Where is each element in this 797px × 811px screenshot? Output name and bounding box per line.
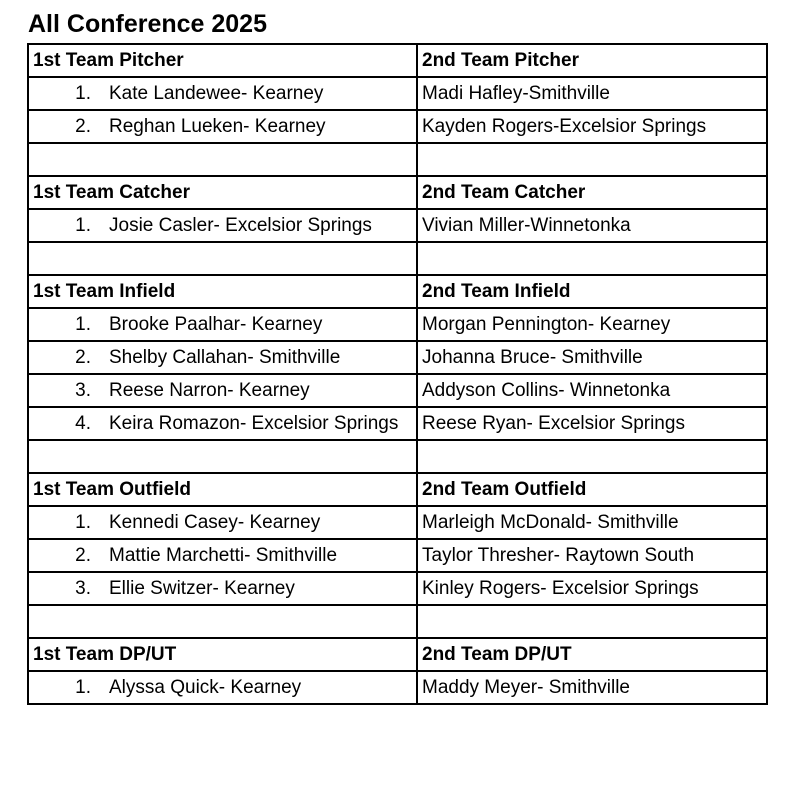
spacer-row <box>28 143 767 176</box>
table-row <box>28 572 767 605</box>
spacer-row <box>28 605 767 638</box>
table-row <box>28 341 767 374</box>
table-row <box>28 374 767 407</box>
first-team-player: Shelby Callahan- Smithville <box>109 346 341 368</box>
empty-cell <box>417 143 767 176</box>
first-team-player-cell <box>28 539 417 572</box>
second-team-player: Kayden Rogers-Excelsior Springs <box>417 110 767 143</box>
first-team-player-cell <box>28 77 417 110</box>
table-body <box>28 44 767 704</box>
first-team-player-cell <box>28 374 417 407</box>
empty-cell <box>417 440 767 473</box>
second-team-heading: 2nd Team Infield <box>417 275 767 308</box>
first-team-player-cell <box>28 209 417 242</box>
first-team-player-cell <box>28 506 417 539</box>
section-header-row <box>28 473 767 506</box>
first-team-heading: 1st Team Infield <box>28 275 417 308</box>
first-team-heading: 1st Team Outfield <box>28 473 417 506</box>
first-team-player-cell <box>28 308 417 341</box>
table-row <box>28 539 767 572</box>
spacer-row <box>28 440 767 473</box>
second-team-player: Johanna Bruce- Smithville <box>417 341 767 374</box>
list-number: 1. <box>75 214 91 236</box>
first-team-player: Ellie Switzer- Kearney <box>109 577 295 599</box>
list-number: 3. <box>75 577 91 599</box>
second-team-player: Vivian Miller-Winnetonka <box>417 209 767 242</box>
table-row <box>28 209 767 242</box>
first-team-player: Brooke Paalhar- Kearney <box>109 313 323 335</box>
first-team-player-cell <box>28 572 417 605</box>
second-team-player: Morgan Pennington- Kearney <box>417 308 767 341</box>
list-number: 1. <box>75 676 91 698</box>
page-title: All Conference 2025 <box>28 10 267 38</box>
list-number: 1. <box>75 511 91 533</box>
second-team-player: Addyson Collins- Winnetonka <box>417 374 767 407</box>
second-team-player: Marleigh McDonald- Smithville <box>417 506 767 539</box>
table-row <box>28 308 767 341</box>
section-header-row <box>28 44 767 77</box>
second-team-heading: 2nd Team DP/UT <box>417 638 767 671</box>
section-header-row <box>28 176 767 209</box>
second-team-heading: 2nd Team Outfield <box>417 473 767 506</box>
second-team-heading: 2nd Team Pitcher <box>417 44 767 77</box>
empty-cell <box>417 242 767 275</box>
first-team-heading: 1st Team Pitcher <box>28 44 417 77</box>
list-number: 2. <box>75 346 91 368</box>
table-row <box>28 77 767 110</box>
first-team-player: Reghan Lueken- Kearney <box>109 115 326 137</box>
first-team-player: Reese Narron- Kearney <box>109 379 310 401</box>
all-conference-table <box>27 43 768 705</box>
list-number: 1. <box>75 313 91 335</box>
second-team-player: Maddy Meyer- Smithville <box>417 671 767 704</box>
second-team-player: Kinley Rogers- Excelsior Springs <box>417 572 767 605</box>
first-team-heading: 1st Team Catcher <box>28 176 417 209</box>
table-row <box>28 506 767 539</box>
list-number: 2. <box>75 115 91 137</box>
empty-cell <box>28 605 417 638</box>
empty-cell <box>28 143 417 176</box>
section-header-row <box>28 275 767 308</box>
first-team-player-cell <box>28 671 417 704</box>
first-team-player: Kennedi Casey- Kearney <box>109 511 321 533</box>
second-team-heading: 2nd Team Catcher <box>417 176 767 209</box>
empty-cell <box>28 242 417 275</box>
spacer-row <box>28 242 767 275</box>
list-number: 1. <box>75 82 91 104</box>
first-team-player-cell <box>28 407 417 440</box>
empty-cell <box>28 440 417 473</box>
list-number: 2. <box>75 544 91 566</box>
list-number: 4. <box>75 412 91 434</box>
first-team-heading: 1st Team DP/UT <box>28 638 417 671</box>
table-row <box>28 407 767 440</box>
list-number: 3. <box>75 379 91 401</box>
first-team-player: Josie Casler- Excelsior Springs <box>109 214 372 236</box>
second-team-player: Taylor Thresher- Raytown South <box>417 539 767 572</box>
first-team-player: Keira Romazon- Excelsior Springs <box>109 412 399 434</box>
first-team-player: Kate Landewee- Kearney <box>109 82 324 104</box>
second-team-player: Reese Ryan- Excelsior Springs <box>417 407 767 440</box>
table-row <box>28 110 767 143</box>
second-team-player: Madi Hafley-Smithville <box>417 77 767 110</box>
first-team-player-cell <box>28 110 417 143</box>
table-row <box>28 671 767 704</box>
empty-cell <box>417 605 767 638</box>
section-header-row <box>28 638 767 671</box>
first-team-player: Alyssa Quick- Kearney <box>109 676 302 698</box>
first-team-player: Mattie Marchetti- Smithville <box>109 544 338 566</box>
first-team-player-cell <box>28 341 417 374</box>
